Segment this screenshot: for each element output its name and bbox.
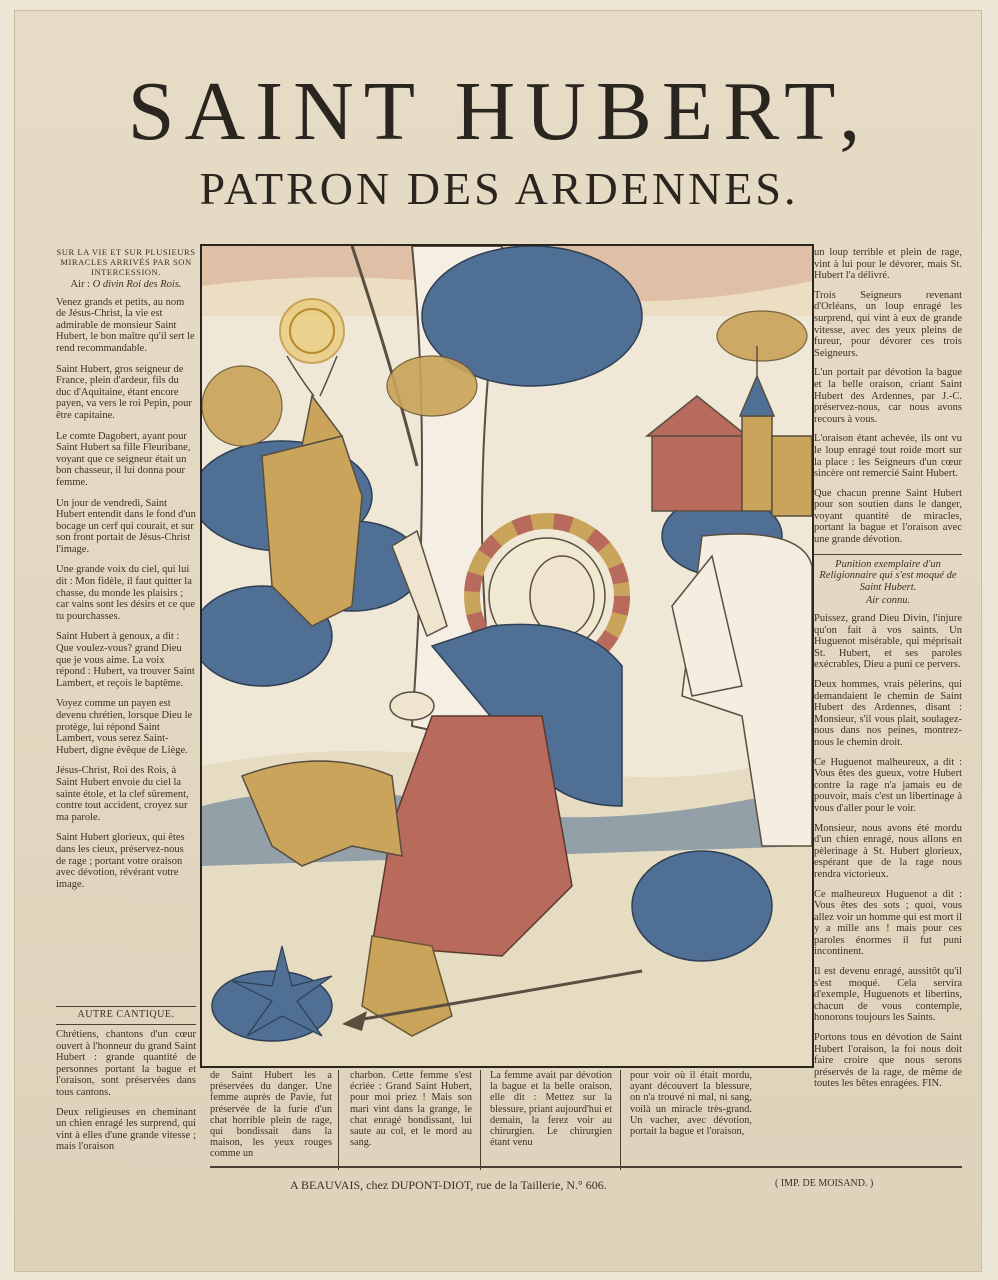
stanza: Une grande voix du ciel, qui lui dit : Mon fidèle, il faut quitter la chasse, du monde les plaisirs ; car vains sont les désirs et ce que tu pourchasses. [56,564,196,622]
stanza: Saint Hubert à genoux, a dit : Que voulez-vous? grand Dieu que je vous aime. La voix répond : Hubert, va trouver Saint Lambert, et reçois le baptême. [56,631,195,689]
right-para: Il est devenu enragé, aussitôt qu'il s'est moqué. Cela servira d'exemple, Huguenots et libertins, chacun de vous contemple, honorons toujours les Saints. [814,966,962,1024]
air-label: Air : [70,279,90,290]
punition-heading: Punition exemplaire d'un Religionnaire qui s'est moqué de Saint Hubert. [819,558,957,593]
right-para: Deux hommes, vrais pèlerins, qui demandaient le chemin de Saint Hubert des Ardennes, disant : Monsieur, s'il vous plait, soulagez-nous dans nos peines, montrez-nous le chemin droit. [814,679,962,748]
stanza: Jésus-Christ, Roi des Rois, à Saint Hubert envoie du ciel la sainte étole, et la clef sûrement, contre tout accident, croyez sur ma parole. [56,765,189,823]
autre-cantique-block [56,1010,196,1161]
right-column [814,247,962,1098]
stanza: Voyez comme un payen est devenu chrétien, lorsque Dieu le protège, lui répond Saint Lambert, vous serez Saint-Hubert, digne évêque de Liège. [56,698,193,756]
stanza: Le comte Dagobert, ayant pour Saint Hubert sa fille Fleuribane, voyant que ce seigneur était un bon chasseur, il lui donna pour femme. [56,430,191,488]
radiant-halo [280,299,344,363]
right-para: Ce malheureux Huguenot a dit : Vous êtes des sots ; quoi, vous allez voir un homme qui est mort il y a mille ans ! mais pour ces paroles énormes il fut puni incontinent. [814,888,962,958]
woodcut-illustration [200,244,814,1068]
subtitle: PATRON DES ARDENNES. [199,163,799,214]
main-title: SAINT HUBERT, [127,65,871,158]
right-para: L'oraison étant achevée, ils ont vu le loup enragé tout roide mort sur la place : les Seigneurs d'un cœur sincère ont remercié Saint Hubert. [814,433,962,480]
stanza: Saint Hubert glorieux, qui êtes dans les cieux, préservez-nous de rage ; portant votre oraison avec dévotion, révérant votre image. [56,832,185,890]
printer-address: A BEAUVAIS, chez DUPONT-DIOT, rue de la Taillerie, N.° 606. [290,1178,607,1192]
right-para: Portons tous en dévotion de Saint Hubert l'oraison, la foi nous doit faire croire que nous serons préservés de la rage, de même de toutes les bêtes enragées. FIN. [814,1032,962,1090]
stanza: Saint Hubert, gros seigneur de France, plein d'ardeur, fils du duc d'Aquitaine, étant encore payen, va vers le roi Pepin, pour être capitaine. [56,363,192,421]
right-para: Trois Seigneurs revenant d'Orléans, un loup enragé les surprend, qui vint à eux de grande vitesse, avec des yeux pleins de fureur, pour dévorer ces trois Seigneurs. [814,289,962,359]
punition-air: Air connu. [865,595,911,607]
air-title: O divin Roi des Rois. [92,279,182,290]
bottom-column-2 [350,1070,472,1154]
divider [56,1024,196,1025]
stanza: Un jour de vendredi, Saint Hubert entendit dans le fond d'un bocage un cerf qui courait, et sur son front portait de Jésus-Christ l'image. [56,497,196,555]
air-line [56,279,196,291]
column-divider [480,1070,481,1170]
bottom-para: de Saint Hubert les a préservées du danger. Une femme auprès de Pavie, fut préservée de la furie d'un chat horrible plein de rage, qui bondissait dans la maison, les yeux rouges comme un [210,1070,332,1160]
right-para: L'un portait par dévotion la bague et la belle oraison, criant Saint Hubert des Ardennes, par J.-C. préservez-nous, car nous avons recours à vous. [814,367,962,425]
left-heading: SUR LA VIE ET SUR PLUSIEURS MIRACLES ARRIVÉS PAR SON INTERCESSION. [56,247,196,277]
column-divider [338,1070,339,1170]
imprint: ( IMP. DE MOISAND. ) [775,1178,874,1189]
left-column [56,247,196,899]
bottom-column-1 [210,1070,332,1166]
right-para: Puissez, grand Dieu Divin, l'injure qu'on fait à vos saints. Un Huguenot misérable, qui méprisait St. Hubert, et ses paroles exécrables, Dieu a puni ce pervers. [814,613,962,671]
bottom-column-4 [630,1070,752,1143]
cantique-para: Chrétiens, chantons d'un cœur ouvert à l'honneur du grand Saint Hubert : grande quantité de personnes portant la bague et l'oraison, sont préservées dans tous cantons. [56,1029,196,1098]
right-para: un loup terrible et plein de rage, vint à lui pour le dévorer, mais St. Hubert l'a délivré. [814,247,962,282]
right-para: Monsieur, nous avons été mordu d'un chien enragé, nous allons en pèlerinage à St. Hubert glorieux, espérant que de la rage nous rendra victorieux. [814,822,962,880]
bottom-para: La femme avait par dévotion la bague et la belle oraison, elle dit : Mettez sur la blessure, priant aujourd'hui et demain, la ferez voir au chirurgien. Le chirurgien étant venu [490,1070,612,1149]
column-divider [620,1070,621,1170]
bottom-column-3 [490,1070,612,1154]
saint-hubert-scene [202,246,812,1066]
stanza: Venez grands et petits, au nom de Jésus-Christ, la vie est admirable de monsieur Saint Hubert, le bon maître qu'il sert le rend recommandable. [56,296,195,354]
right-para: Que chacun prenne Saint Hubert pour son soutien dans le danger, voyant quantité de miracles, portant la bague et l'oraison avec une grande dévotion. [814,487,962,546]
cantique-para: Deux religieuses en cheminant un chien enragé les surprend, qui vint à elles d'une grande vitesse ; mais l'oraison [56,1106,196,1153]
footer-rule [210,1166,962,1168]
bottom-para: pour voir où il était mordu, ayant découvert la blessure, on n'a trouvé ni mal, ni sang, voilà un miracle très-grand. Un vacher, avec dévotion, portait la bague et l'oraison, [630,1070,752,1138]
divider [814,554,962,555]
bottom-para: charbon. Cette femme s'est écriée : Grand Saint Hubert, pour moi priez ! Mais son mari vint dans la grange, le chat enragé bondissant, lui saute au col, et le mord au sang. [350,1070,472,1149]
right-para: Ce Huguenot malheureux, a dit : Vous êtes des gueux, votre Hubert contre la rage n'a jamais eu de pouvoir, mais c'est un libertinage à vous d'aller pour le voir. [814,756,962,814]
divider [56,1006,196,1007]
autre-cantique-heading: AUTRE CANTIQUE. [77,1009,175,1020]
